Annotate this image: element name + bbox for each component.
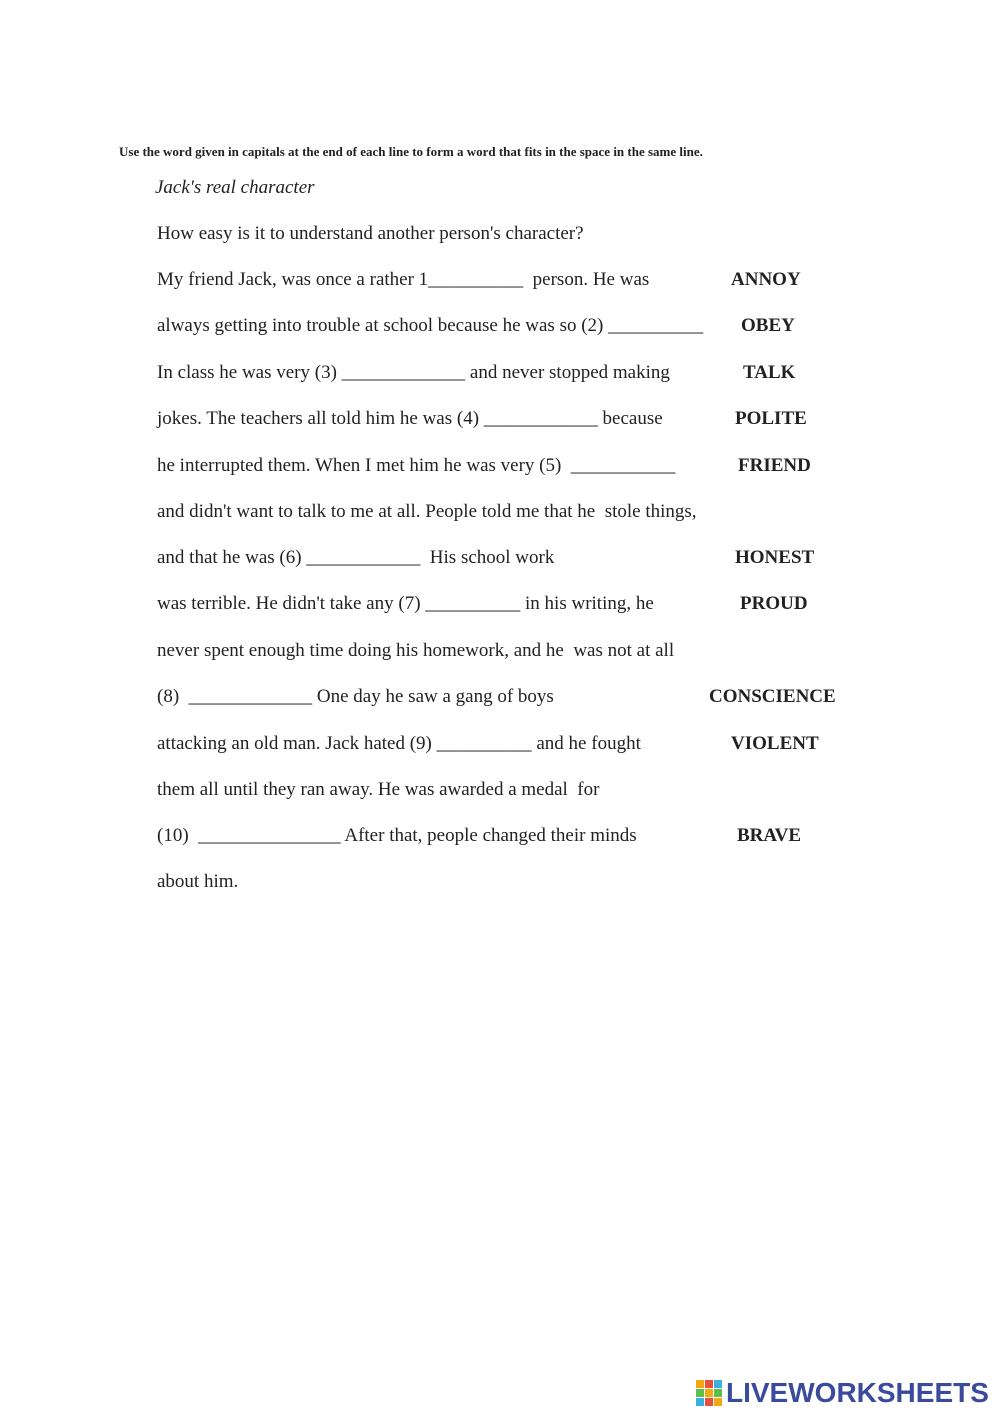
- passage-line-14: (10) _______________ After that, people changed their minds: [157, 825, 637, 846]
- passage-line-1: How easy is it to understand another person's character?: [157, 223, 584, 244]
- keyword-friend: FRIEND: [738, 455, 811, 476]
- passage-line-15: about him.: [157, 871, 239, 892]
- passage-line-5: jokes. The teachers all told him he was (4) ____________ because: [157, 408, 663, 429]
- instructions: Use the word given in capitals at the end of each line to form a word that fits in the space in the same line.: [119, 144, 703, 159]
- passage-line-12: attacking an old man. Jack hated (9) __________ and he fought: [157, 733, 641, 754]
- keyword-honest: HONEST: [735, 547, 815, 568]
- passage-line-13: them all until they ran away. He was awarded a medal for: [157, 779, 600, 800]
- passage-line-6: he interrupted them. When I met him he was very (5) ___________: [157, 455, 676, 476]
- keyword-conscience: CONSCIENCE: [709, 686, 836, 707]
- keyword-talk: TALK: [743, 362, 796, 383]
- passage-line-4: In class he was very (3) _____________ and never stopped making: [157, 362, 670, 383]
- keyword-brave: BRAVE: [737, 825, 802, 846]
- liveworksheets-logo: [696, 1378, 989, 1408]
- passage-title: Jack's real character: [155, 177, 315, 198]
- keyword-annoy: ANNOY: [731, 269, 801, 290]
- passage-line-9: was terrible. He didn't take any (7) __________ in his writing, he: [157, 593, 654, 614]
- keyword-proud: PROUD: [740, 593, 808, 614]
- passage-line-8: and that he was (6) ____________ His school work: [157, 547, 555, 568]
- liveworksheets-logo-text: LIVEWORKSHEETS: [726, 1377, 989, 1408]
- keyword-violent: VIOLENT: [731, 733, 819, 754]
- keyword-polite: POLITE: [735, 408, 807, 429]
- passage-line-11: (8) _____________ One day he saw a gang of boys: [157, 686, 554, 707]
- passage-line-10: never spent enough time doing his homework, and he was not at all: [157, 640, 675, 661]
- keyword-obey: OBEY: [741, 315, 795, 336]
- passage-line-3: always getting into trouble at school because he was so (2) __________: [157, 315, 704, 336]
- passage-line-7: and didn't want to talk to me at all. People told me that he stole things,: [157, 501, 697, 522]
- liveworksheets-logo-icon: [696, 1380, 722, 1406]
- passage-line-2: My friend Jack, was once a rather 1__________ person. He was: [157, 269, 650, 290]
